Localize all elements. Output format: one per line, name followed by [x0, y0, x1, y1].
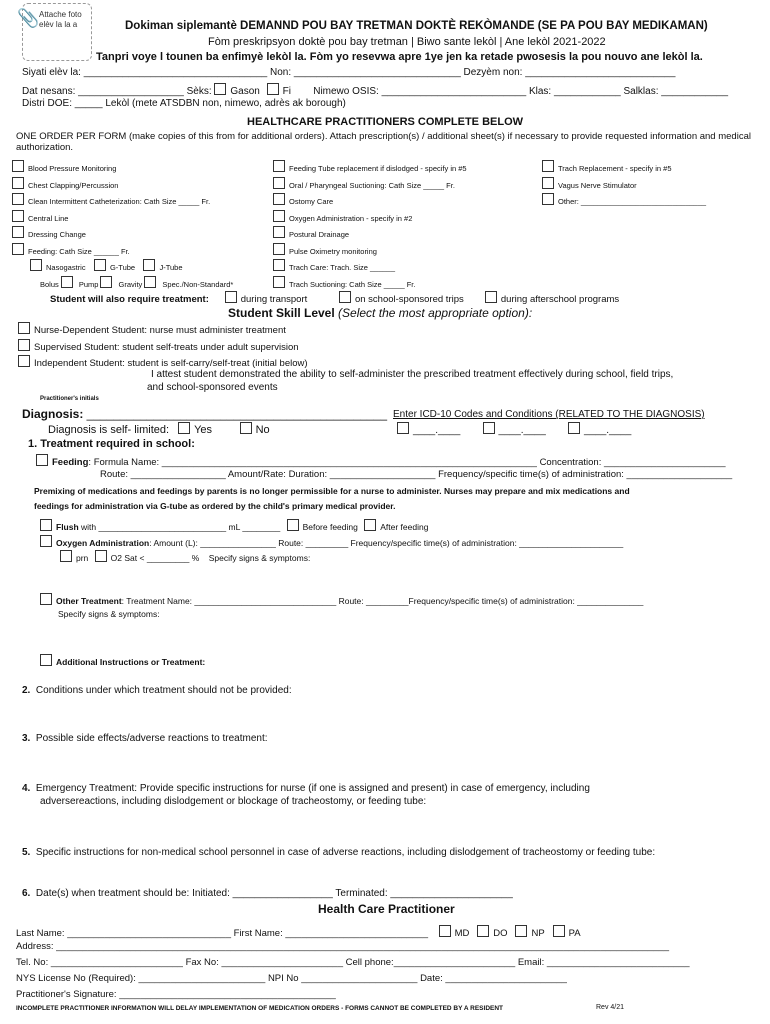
self-limited-no-checkbox[interactable] — [240, 422, 252, 434]
do-checkbox[interactable] — [477, 925, 489, 937]
question-5: 5. Specific instructions for non-medical school personnel in case of adverse reactions, including dislodgement of tracheostomy or feeding tube: — [22, 847, 656, 858]
order-item: Trach Replacement - specify in #5 — [542, 160, 706, 177]
pa-checkbox[interactable] — [553, 925, 565, 937]
photo-attachment-box[interactable] — [17, 3, 92, 61]
o2-sat-checkbox[interactable] — [95, 550, 107, 562]
treatment-heading: 1. Treatment required in school: — [28, 438, 195, 450]
order-item: Vagus Nerve Stimulator — [542, 177, 706, 194]
jtube-checkbox[interactable] — [143, 259, 155, 271]
order-checkbox[interactable] — [12, 177, 24, 189]
order-checkbox[interactable] — [273, 226, 285, 238]
order-checkbox[interactable] — [12, 160, 24, 172]
pump-checkbox[interactable] — [100, 276, 112, 288]
practitioner-initials-label[interactable]: Practitioner's initials — [40, 396, 99, 402]
icd-checkbox[interactable] — [397, 422, 409, 434]
form-subtitle: Fòm preskripsyon doktè pou bay tretman | Biwo sante lekòl | Ane lekòl 2021-2022 — [208, 36, 606, 48]
order-item: Trach Suctioning: Cath Size _____ Fr. — [273, 276, 467, 293]
hcp-address[interactable]: Address: ____________________________________________________________________________________________________________________ — [16, 941, 670, 952]
bolus-checkbox[interactable] — [61, 276, 73, 288]
fi-label: Fi — [282, 86, 291, 97]
hcp-phones[interactable]: Tel. No: _________________________ Fax No: _______________________ Cell phone:_______________________ Email: ___________________________ — [16, 957, 690, 968]
oxygen-row: Oxygen Administration: Amount (L): ________________ Route: _________ Frequency/specific time(s) of administration: ______________________ — [40, 535, 623, 548]
dob-sex-label[interactable]: Dat nesans: ___________________ Sèks: — [22, 86, 215, 97]
additional-row: Additional Instructions or Treatment: — [40, 654, 205, 667]
premix-note-1: Premixing of medications and feedings by parents is no longer permissible for a nurse to administer. Nurses may prepare and mix medications and — [34, 486, 630, 496]
order-item: Clean Intermittent Catheterization: Cath Size _____ Fr. — [12, 193, 233, 210]
feeding-row: Feeding: Formula Name: _______________________________________________________________________ Concentration: _______________________ — [36, 454, 726, 468]
gtube-checkbox[interactable] — [94, 259, 106, 271]
skill-checkbox[interactable] — [18, 322, 30, 334]
hcp-signature[interactable]: Practitioner's Signature: _________________________________________ — [16, 989, 336, 1000]
order-item: Chest Clapping/Percussion — [12, 177, 233, 194]
other-signs: Specify signs & symptoms: — [58, 609, 160, 619]
order-item: Central Line — [12, 210, 233, 227]
form-instruction: Tanpri voye l tounen ba enfimyè lekòl la. Fòm yo resevwa apre 1ye jen ka retade pwosesis la pou nouvo ane lekòl la. — [96, 51, 703, 63]
skill-option: Nurse-Dependent Student: nurse must administer treatment — [18, 322, 308, 339]
nasogastric-checkbox[interactable] — [30, 259, 42, 271]
question-6[interactable]: 6. Date(s) when treatment should be: Initiated: __________________ Terminated: ______________________ — [22, 888, 513, 899]
order-checkbox[interactable] — [273, 193, 285, 205]
diagnosis-row[interactable]: Diagnosis: _____________________________________________ — [22, 407, 387, 421]
fi-checkbox[interactable] — [267, 83, 279, 95]
skill-options — [18, 322, 308, 372]
skill-option: Supervised Student: student self-treats under adult supervision — [18, 339, 308, 356]
flush-checkbox[interactable] — [40, 519, 52, 531]
np-checkbox[interactable] — [515, 925, 527, 937]
order-item: Postural Drainage — [273, 226, 467, 243]
footer-warning: INCOMPLETE PRACTITIONER INFORMATION WILL DELAY IMPLEMENTATION OF MEDICATION ORDERS - FORMS CANNOT BE COMPLETED BY A RESIDENT — [16, 1005, 504, 1012]
question-3: 3. Possible side effects/adverse reactions to treatment: — [22, 733, 268, 744]
district-school-line[interactable]: Distri DOE: _____ Lekòl (mete ATSDBN non, nimewo, adrès ak borough) — [22, 98, 346, 109]
order-checkbox[interactable] — [542, 193, 554, 205]
question-4-cont: adversereactions, including dislodgement or blockage of tracheostomy, or feeding tube: — [40, 796, 427, 807]
order-checkbox[interactable] — [542, 160, 554, 172]
skill-checkbox[interactable] — [18, 355, 30, 367]
before-feeding-checkbox[interactable] — [287, 519, 299, 531]
order-item: Feeding: Cath Size ______ Fr. — [12, 243, 233, 260]
order-checkbox[interactable] — [12, 210, 24, 222]
gason-label: Gason — [230, 86, 260, 97]
osis-class-line[interactable]: Nimewo OSIS: __________________________ Klas: ____________ Salklas: ____________ — [313, 86, 729, 97]
md-checkbox[interactable] — [439, 925, 451, 937]
order-checkbox[interactable] — [273, 160, 285, 172]
feeding-route-row[interactable]: Route: __________________ Amount/Rate: Duration: ____________________ Frequency/specific time(s) of administration: ____________________ — [100, 469, 733, 480]
other-treatment-checkbox[interactable] — [40, 593, 52, 605]
oxygen-checkbox[interactable] — [40, 535, 52, 547]
gason-checkbox[interactable] — [214, 83, 226, 95]
orders-col2 — [273, 160, 467, 292]
photo-box-text: Attache foto elèv la la a — [39, 10, 82, 29]
attest-line-1: I attest student demonstrated the ability to self-administer the prescribed treatment effectively during school, field trips, — [151, 369, 674, 380]
also-treatment-label: Student will also require treatment: — [50, 294, 209, 305]
additional-checkbox[interactable] — [40, 654, 52, 666]
feeding-subtypes-2: Bolus Pump Gravity Spec./Non-Standard* — [40, 276, 233, 293]
order-checkbox[interactable] — [273, 243, 285, 255]
order-checkbox[interactable] — [12, 226, 24, 238]
order-checkbox[interactable] — [12, 243, 24, 255]
skill-option: Independent Student: student is self-carry/self-treat (initial below) — [18, 355, 308, 372]
gravity-checkbox[interactable] — [144, 276, 156, 288]
skill-heading: Student Skill Level (Select the most appropriate option): — [228, 306, 533, 320]
order-item: Dressing Change — [12, 226, 233, 243]
order-checkbox[interactable] — [273, 259, 285, 271]
student-name-line[interactable]: Siyati elèv la: _________________________________ Non: ______________________________ Dezyèm non: ___________________________ — [22, 67, 676, 78]
order-note: ONE ORDER PER FORM (make copies of this from for additional orders). Attach prescription(s) / additional sheet(s) if necessary to provide requested information and medical authorization. — [16, 131, 751, 153]
orders-col3 — [542, 160, 706, 210]
order-item: Feeding Tube replacement if dislodged - specify in #5 — [273, 160, 467, 177]
attest-line-2: and school-sponsored events — [147, 382, 278, 393]
order-item: Blood Pressure Monitoring — [12, 160, 233, 177]
skill-checkbox[interactable] — [18, 339, 30, 351]
afterschool-checkbox[interactable] — [485, 291, 497, 303]
orders-col1 — [12, 160, 233, 292]
order-item: Other: ______________________________ — [542, 193, 706, 210]
question-4: 4. Emergency Treatment: Provide specific instructions for nurse (if one is assigned and present) in case of emergency, including — [22, 783, 590, 794]
feeding-checkbox[interactable] — [36, 454, 48, 466]
self-limited-row: Diagnosis is self- limited: Yes No — [48, 424, 270, 436]
question-2: 2. Conditions under which treatment should not be provided: — [22, 685, 292, 696]
feeding-subtypes-1: Nasogastric G-Tube J-Tube — [30, 259, 233, 276]
order-checkbox[interactable] — [273, 210, 285, 222]
icd-code-fields: ____.____ ____.____ ____.____ — [397, 422, 631, 436]
order-item: Pulse Oximetry monitoring — [273, 243, 467, 260]
order-item: Ostomy Care — [273, 193, 467, 210]
prn-row: prn O2 Sat < _________ % Specify signs & symptoms: — [60, 550, 310, 563]
also-treatment-row: Student will also require treatment: during transport on school-sponsored trips during afterschool programs — [50, 291, 619, 305]
revision-label: Rev 4/21 — [596, 1004, 625, 1011]
self-limited-yes-checkbox[interactable] — [178, 422, 190, 434]
order-item: Oxygen Administration - specify in #2 — [273, 210, 467, 227]
form-title: Dokiman siplemantè DEMANND POU BAY TRETMAN DOKTÈ REKÒMANDE (SE PA POU BAY MEDIKAMAN) — [125, 20, 708, 32]
prn-checkbox[interactable] — [60, 550, 72, 562]
practitioners-heading: HEALTHCARE PRACTITIONERS COMPLETE BELOW — [247, 116, 524, 128]
order-checkbox[interactable] — [12, 193, 24, 205]
order-checkbox[interactable] — [542, 177, 554, 189]
icd-checkbox[interactable] — [483, 422, 495, 434]
icd-checkbox[interactable] — [568, 422, 580, 434]
student-info-line — [22, 83, 728, 97]
icd-label: Enter ICD-10 Codes and Conditions (RELATED TO THE DIAGNOSIS) — [393, 409, 705, 420]
paperclip-icon: 📎 — [17, 8, 40, 28]
after-feeding-checkbox[interactable] — [364, 519, 376, 531]
flush-row: Flush with ___________________________ mL ________ Before feeding After feeding — [40, 519, 428, 532]
other-treatment-row: Other Treatment: Treatment Name: ______________________________ Route: _________Frequency/specific time(s) of administration: ______________ — [40, 593, 643, 606]
transport-checkbox[interactable] — [225, 291, 237, 303]
hcp-name-row: Last Name: _______________________________ First Name: ___________________________ MD DO NP PA — [16, 925, 581, 939]
premix-note-2: feedings for administration via G-tube as ordered by the child's primary medical provider. — [34, 501, 396, 511]
trips-checkbox[interactable] — [339, 291, 351, 303]
hcp-heading: Health Care Practitioner — [318, 902, 455, 916]
order-checkbox[interactable] — [273, 276, 285, 288]
order-item: Oral / Pharyngeal Suctioning: Cath Size _____ Fr. — [273, 177, 467, 194]
order-item: Trach Care: Trach. Size ______ — [273, 259, 467, 276]
hcp-license[interactable]: NYS License No (Required): ________________________ NPI No ______________________ Date: _______________________ — [16, 973, 567, 984]
order-checkbox[interactable] — [273, 177, 285, 189]
